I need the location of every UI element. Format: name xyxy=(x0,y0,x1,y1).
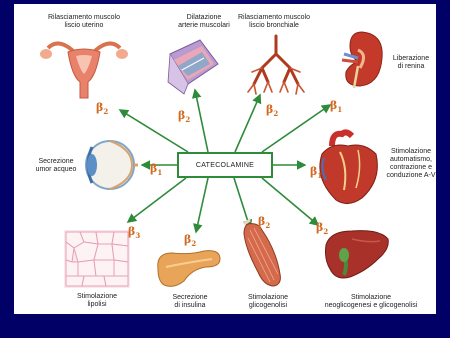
artery-illustration xyxy=(164,34,222,96)
liver-receptor: $\beta_2$ xyxy=(316,221,329,237)
eye-receptor: $\beta_1$ xyxy=(150,162,163,178)
arrow-to-artery xyxy=(195,90,208,152)
kidney-label: Liberazione di renina xyxy=(392,55,430,70)
bronchi-illustration xyxy=(244,34,308,100)
muscle-receptor: $\beta_2$ xyxy=(258,215,271,231)
eye-label: Secrezione umor acqueo xyxy=(35,158,77,173)
arrow-to-bronchi xyxy=(235,95,260,152)
adipose-tissue-illustration xyxy=(64,230,130,288)
heart-receptor: $\beta_1$ xyxy=(310,165,323,181)
liver-illustration xyxy=(322,225,392,285)
eye-illustration xyxy=(78,135,138,195)
bronchi-label: Rilasciamento muscolo liscio bronchiale xyxy=(238,14,310,29)
catecholamine-label: CATECOLAMINE xyxy=(195,161,255,169)
kidney-illustration xyxy=(338,28,388,90)
muscle-label: Stimolazione glicogenolisi xyxy=(247,294,289,309)
bronchi-receptor: $\beta_2$ xyxy=(266,103,279,119)
liver-label: Stimolazione neoglicogenesi e glicogenolisi xyxy=(324,294,418,309)
artery-label: Dilatazione arterie muscolari xyxy=(178,14,230,29)
catecholamine-box xyxy=(177,152,273,178)
kidney-receptor: $\beta_1$ xyxy=(330,99,343,115)
pancreas-receptor: $\beta_2$ xyxy=(184,233,197,249)
heart-label: Stimolazione automatismo, contrazione e conduzione A-V xyxy=(386,148,436,179)
uterus-receptor: $\beta_2$ xyxy=(96,101,109,117)
uterus-illustration xyxy=(38,32,130,102)
fat-label: Stimolazione lipolisi xyxy=(76,293,118,308)
artery-receptor: $\beta_2$ xyxy=(178,109,191,125)
uterus-label: Rilasciamento muscolo liscio uterino xyxy=(48,14,120,29)
arrow-to-pancreas xyxy=(196,178,208,232)
fat-receptor: $\beta_3$ xyxy=(128,225,141,241)
pancreas-illustration xyxy=(154,245,224,289)
pancreas-label: Secrezione di insulina xyxy=(172,294,208,309)
